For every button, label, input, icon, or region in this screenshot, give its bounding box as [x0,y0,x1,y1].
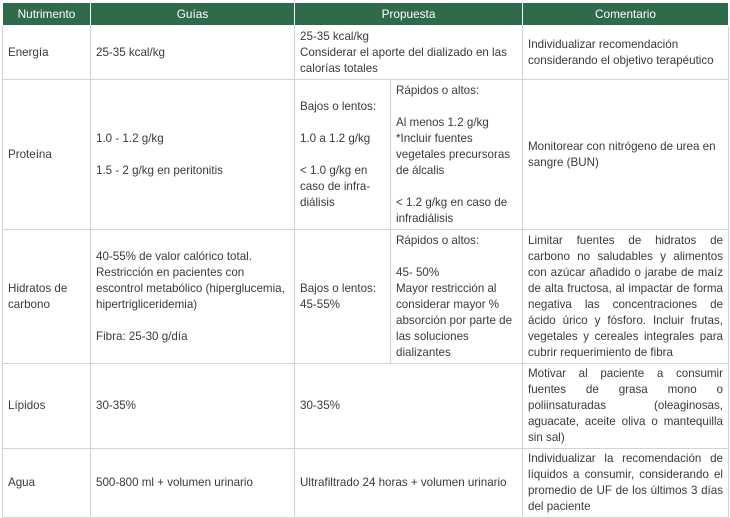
propuesta-text: < 1.2 g/kg en caso de infradiálisis [396,196,508,225]
comentario-text: considerando el objetivo terapéutico [528,53,714,67]
propuesta-subheading: Rápidos o altos: [396,84,480,97]
guias-text: 1.5 - 2 g/kg en peritonitis [96,163,223,177]
propuesta-cell [295,26,523,80]
propuesta-text: < 1.0 g/kg en caso de infra-diálisis [300,163,371,209]
comentario-text: Motivar al paciente a consumir fuentes de grasa mono o poliinsaturadas (oleaginosas, aguacate, aceite oliva o mantequilla sin sal) [528,367,723,444]
propuesta-cell [295,449,523,518]
propuesta-text: Mayor restricción al considerar mayor % absorción por parte de las soluciones dializantes [396,282,513,359]
nutrient-name: Energía [3,26,91,80]
table-row [3,26,729,80]
propuesta-text: 45-55% [300,297,340,311]
guias-cell [91,230,295,364]
guias-cell [91,80,295,230]
header-row [3,3,729,26]
header-propuesta: Propuesta [295,3,523,26]
comentario-cell [523,80,729,230]
propuesta-subheading: Bajos o lentos: [300,281,377,295]
table-row [3,449,729,518]
comentario-text: Individualizar la recomendación de líquidos a consumir, considerando el promedio de UF de los últimos 3 días del paciente [528,452,723,513]
guias-text: 500-800 ml + volumen urinario [96,476,253,489]
comentario-cell [523,449,729,518]
header-comentario: Comentario [523,3,729,26]
guias-cell [91,364,295,449]
comentario-cell [523,26,729,80]
comentario-text: Individualizar recomendación [528,37,679,51]
nutrient-name: Hidratos de carbono [3,230,91,364]
header-guias: Guías [91,3,295,26]
nutrition-table [2,2,729,518]
propuesta-bajos-cell [295,80,391,230]
propuesta-cell [295,364,523,449]
propuesta-subheading: Rápidos o altos: [396,234,480,247]
propuesta-text: Considerar el aporte del dializado en las calorías totales [300,46,507,75]
nutrient-name: Agua [3,449,91,518]
guias-text: 25-35 kcal/kg [96,45,165,59]
propuesta-text: 25-35 kcal/kg [300,30,369,43]
propuesta-text: Ultrafiltrado 24 horas + volumen urinario [300,476,507,489]
comentario-text: Limitar fuentes de hidratos de carbono no saludables y alimentos con azúcar añadido o jarabe de maíz de alta fructosa, al impactar de forma negativa las concentraciones de ácido úrico y fósforo. Incluir frutas, vegetales y cereales integrales para cubrir requerimiento de fibra [528,233,723,359]
nutrient-name: Lípidos [3,364,91,449]
propuesta-rapidos-cell [391,230,523,364]
table-row [3,230,729,364]
propuesta-text: 45- 50% [396,266,440,279]
propuesta-rapidos-cell [391,80,523,230]
table-row [3,80,729,230]
guias-text: 30-35% [96,399,136,412]
propuesta-text: 1.0 a 1.2 g/kg [300,131,371,145]
guias-text: 40-55% de valor calórico total. Restricción en pacientes con escontrol metabólico (hiperglucemia, hipertrigliceridemia) [96,249,285,311]
propuesta-subheading: Bajos o lentos: [300,99,377,113]
guias-text: Fibra: 25-30 g/día [96,329,188,343]
guias-text: 1.0 - 1.2 g/kg [96,131,164,145]
nutrient-name: Proteína [3,80,91,230]
comentario-cell [523,364,729,449]
comentario-text: Monitorear con nitrógeno de urea en sangre (BUN) [528,139,716,169]
propuesta-text: 30-35% [300,399,340,412]
comentario-cell [523,230,729,364]
guias-cell [91,449,295,518]
table-row [3,364,729,449]
guias-cell [91,26,295,80]
propuesta-text: Al menos 1.2 g/kg *Incluir fuentes vegetales precursoras de álcalis [396,116,511,177]
header-nutrimento: Nutrimento [3,3,91,26]
propuesta-bajos-cell [295,230,391,364]
